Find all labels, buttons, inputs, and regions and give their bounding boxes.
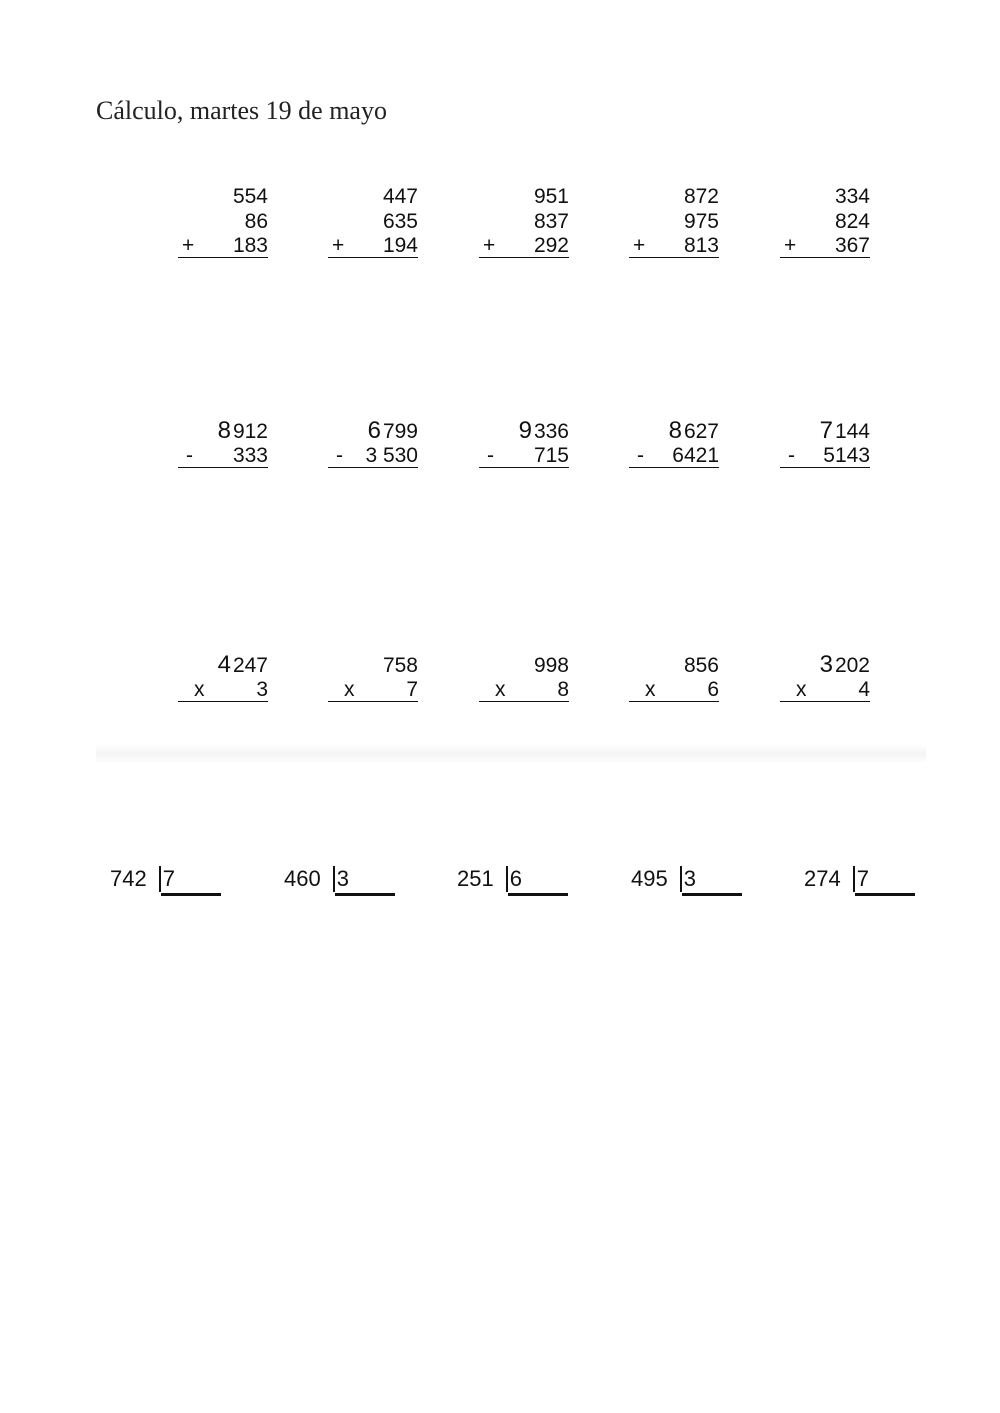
division-problem — [631, 866, 742, 892]
addend-1: 951 — [533, 185, 569, 208]
addend-2: 975 — [683, 210, 719, 233]
minuend-lead-digit: 7 — [819, 417, 833, 444]
addend-2: 824 — [834, 210, 870, 233]
times-sign: x — [495, 678, 506, 701]
minuend-lead-digit: 8 — [668, 417, 682, 444]
multiplication-problem — [328, 652, 418, 702]
subtraction-problem — [780, 418, 870, 468]
divisor: 3 — [333, 866, 395, 892]
division-problem — [457, 866, 568, 892]
multiplicand — [780, 652, 870, 678]
page-title: Cálculo, martes 19 de mayo — [96, 96, 387, 125]
minuend — [780, 418, 870, 444]
minuend — [178, 418, 268, 444]
addend-1: 334 — [834, 185, 870, 208]
subtrahend-row — [629, 444, 719, 468]
addition-problem — [479, 184, 569, 258]
subtrahend: 5143 — [823, 444, 870, 467]
subtraction-problem — [178, 418, 268, 468]
multiplicand — [178, 652, 268, 678]
addend-1: 872 — [683, 185, 719, 208]
plus-sign: + — [332, 234, 345, 257]
addend-3-row — [780, 234, 870, 258]
subtrahend: 3 530 — [365, 444, 418, 467]
addend-3-row — [178, 234, 268, 258]
times-sign: x — [344, 678, 355, 701]
addend-3: 183 — [232, 234, 268, 257]
addition-problem — [328, 184, 418, 258]
subtrahend-row — [178, 444, 268, 468]
multiplicand-lead-digit: 4 — [217, 651, 231, 678]
multiplicand-rest: 856 — [683, 654, 719, 677]
multiplier-row — [328, 678, 418, 702]
minus-sign: - — [336, 444, 343, 467]
plus-sign: + — [483, 234, 496, 257]
addend-2: 86 — [244, 210, 268, 233]
divisor: 3 — [680, 866, 742, 892]
subtrahend-row — [328, 444, 418, 468]
multiplier: 4 — [858, 678, 870, 701]
multiplier: 6 — [707, 678, 719, 701]
minuend-lead-digit: 6 — [367, 417, 381, 444]
plus-sign: + — [182, 234, 195, 257]
subtraction-problem — [479, 418, 569, 468]
minuend — [479, 418, 569, 444]
addend-3-row — [479, 234, 569, 258]
multiplicand — [328, 652, 418, 678]
subtraction-problem — [629, 418, 719, 468]
addition-problem — [780, 184, 870, 258]
division-problem — [284, 866, 395, 892]
subtrahend: 6421 — [672, 444, 719, 467]
times-sign: x — [645, 678, 656, 701]
addend-3: 292 — [533, 234, 569, 257]
plus-sign: + — [784, 234, 797, 257]
multiplicand — [629, 652, 719, 678]
multiplicand-rest: 758 — [382, 654, 418, 677]
times-sign: x — [194, 678, 205, 701]
division-problem — [804, 866, 915, 892]
minuend — [629, 418, 719, 444]
addend-3: 813 — [683, 234, 719, 257]
multiplicand-rest: 998 — [533, 654, 569, 677]
dividend: 274 — [804, 866, 841, 891]
multiplier-row — [479, 678, 569, 702]
minuend-rest: 912 — [232, 420, 268, 443]
divisor: 7 — [853, 866, 915, 892]
multiplier-row — [780, 678, 870, 702]
multiplication-problem — [780, 652, 870, 702]
minuend — [328, 418, 418, 444]
times-sign: x — [796, 678, 807, 701]
multiplier: 3 — [256, 678, 268, 701]
plus-sign: + — [633, 234, 646, 257]
addend-2: 837 — [533, 210, 569, 233]
divisor: 7 — [159, 866, 221, 892]
multiplication-problem — [479, 652, 569, 702]
multiplicand-lead-digit: 3 — [819, 651, 833, 678]
multiplicand-rest: 247 — [232, 654, 268, 677]
subtraction-problem — [328, 418, 418, 468]
multiplicand-rest: 202 — [834, 654, 870, 677]
multiplier-row — [629, 678, 719, 702]
multiplier: 8 — [557, 678, 569, 701]
minuend-rest: 627 — [683, 420, 719, 443]
addition-problem — [178, 184, 268, 258]
multiplier: 7 — [406, 678, 418, 701]
dividend: 251 — [457, 866, 494, 891]
addend-1: 447 — [382, 185, 418, 208]
minuend-rest: 336 — [533, 420, 569, 443]
multiplication-problem — [629, 652, 719, 702]
subtrahend-row — [479, 444, 569, 468]
multiplicand — [479, 652, 569, 678]
minus-sign: - — [788, 444, 795, 467]
subtrahend: 715 — [533, 444, 569, 467]
addend-3: 367 — [834, 234, 870, 257]
dividend: 460 — [284, 866, 321, 891]
minuend-rest: 799 — [382, 420, 418, 443]
divider-band — [96, 746, 926, 762]
addend-3-row — [328, 234, 418, 258]
subtrahend-row — [780, 444, 870, 468]
minus-sign: - — [186, 444, 193, 467]
addend-3: 194 — [382, 234, 418, 257]
addend-3-row — [629, 234, 719, 258]
minuend-lead-digit: 9 — [518, 417, 532, 444]
multiplier-row — [178, 678, 268, 702]
division-problem — [110, 866, 221, 892]
minus-sign: - — [637, 444, 644, 467]
addition-problem — [629, 184, 719, 258]
multiplication-problem — [178, 652, 268, 702]
addend-2: 635 — [382, 210, 418, 233]
divisor: 6 — [506, 866, 568, 892]
minus-sign: - — [487, 444, 494, 467]
subtrahend: 333 — [232, 444, 268, 467]
dividend: 742 — [110, 866, 147, 891]
minuend-lead-digit: 8 — [217, 417, 231, 444]
dividend: 495 — [631, 866, 668, 891]
minuend-rest: 144 — [834, 420, 870, 443]
addend-1: 554 — [232, 185, 268, 208]
